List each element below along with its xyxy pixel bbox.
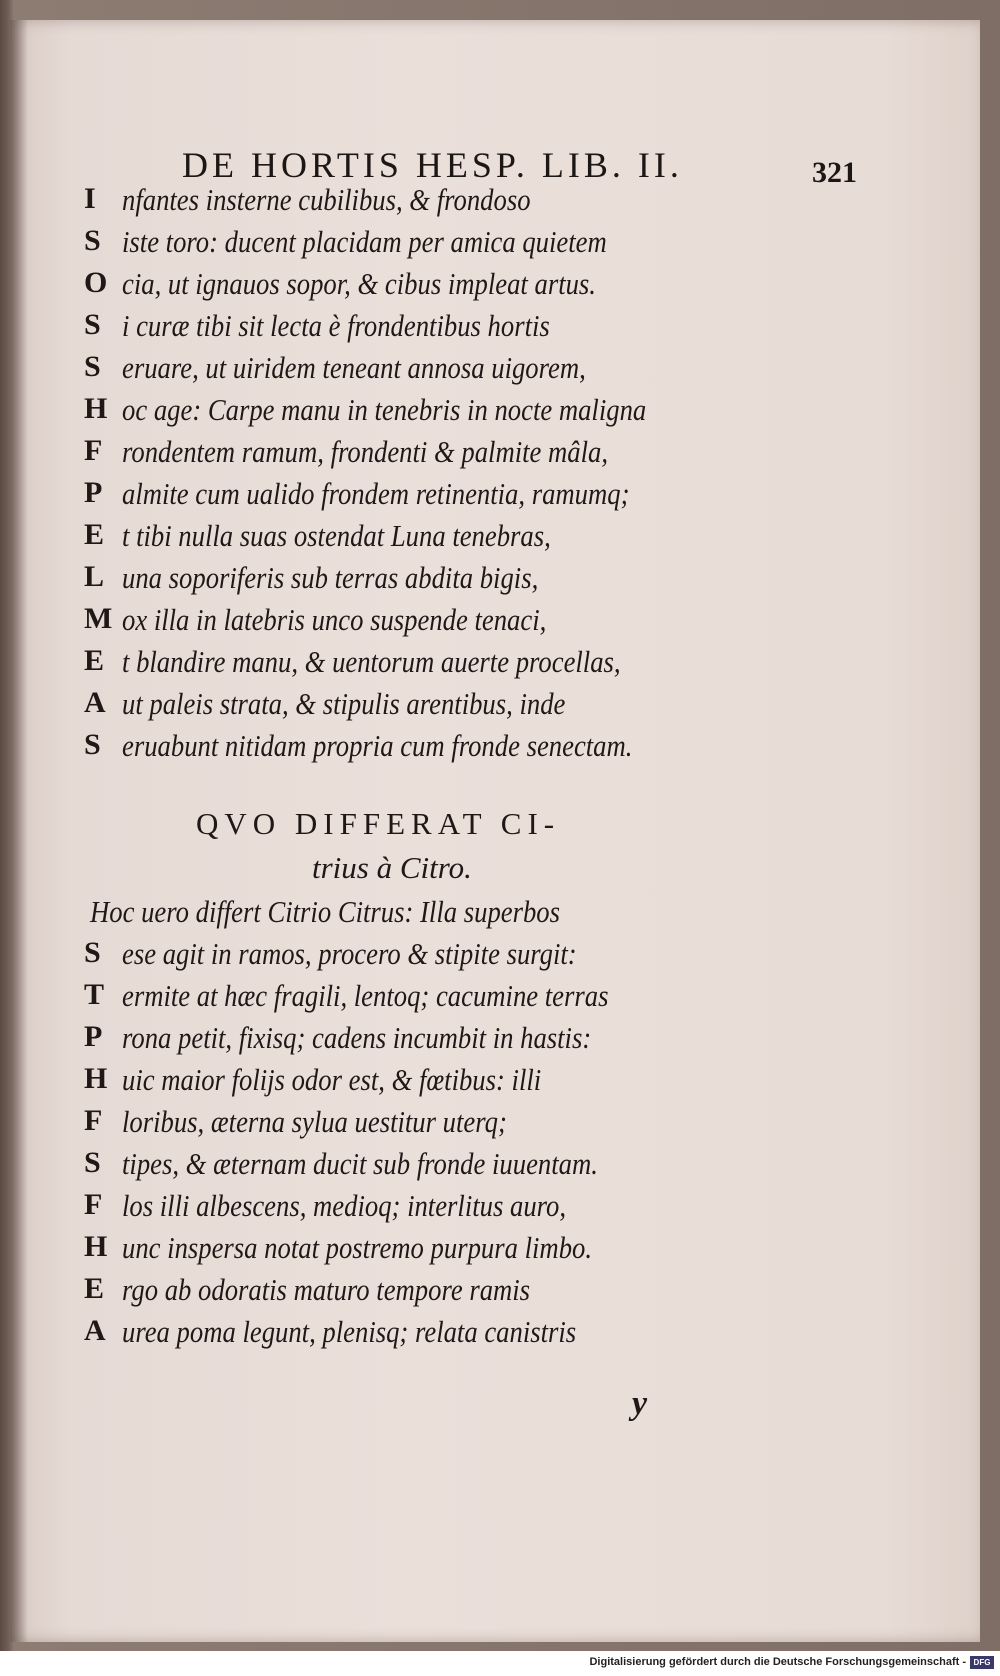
verse-text: oc age: Carpe manu in tenebris in nocte maligna: [122, 392, 647, 427]
verse-text: unc inspersa notat postremo purpura limbo.: [122, 1230, 593, 1265]
verse-text: ut paleis strata, & stipulis arentibus, inde: [122, 686, 566, 721]
verse-initial: E: [84, 518, 105, 551]
verse-initial: P: [84, 1020, 103, 1053]
verse-text: almite cum ualido frondem retinentia, ramumq;: [122, 476, 630, 511]
verse-text: iste toro: ducent placidam per amica quietem: [122, 224, 607, 259]
verse-text: ese agit in ramos, procero & stipite surgit:: [122, 936, 577, 971]
digitization-footer: [0, 1651, 1000, 1676]
verse-initial: H: [84, 392, 108, 425]
page-header: [170, 122, 970, 189]
verse-text: cia, ut ignauos sopor, & cibus impleat artus.: [122, 266, 596, 301]
funding-credit: Digitalisierung gefördert durch die Deutsche Forschungsgemeinschaft -: [589, 1656, 966, 1668]
verse-initial: F: [84, 434, 103, 467]
verse-text: eruabunt nitidam propria cum fronde senectam.: [122, 728, 633, 763]
page-number: 321: [812, 156, 857, 189]
verse-text: t tibi nulla suas ostendat Luna tenebras,: [122, 518, 551, 553]
verse-text: tipes, & æternam ducit sub fronde iuuentam.: [122, 1146, 598, 1181]
verse-initial: A: [84, 686, 106, 719]
catchword: y: [632, 1385, 648, 1422]
verse-initial: M: [84, 602, 113, 635]
verse-text: Hoc uero differt Citrio Citrus: Illa superbos: [90, 894, 561, 929]
verse-initial: S: [84, 224, 101, 257]
verse-text: loribus, æterna sylua uestitur uterq;: [122, 1104, 507, 1139]
verse-text: ox illa in latebris unco suspende tenaci,: [122, 602, 547, 637]
verse-initial: F: [84, 1104, 103, 1137]
verse-text: eruare, ut uiridem teneant annosa uigorem,: [122, 350, 586, 385]
verse-initial: E: [84, 1272, 105, 1305]
verse-initial: H: [84, 1230, 108, 1263]
verse-initial: A: [84, 1314, 106, 1347]
verse-text: t blandire manu, & uentorum auerte procellas,: [122, 644, 621, 679]
verse-text: rona petit, fixisq; cadens incumbit in hastis:: [122, 1020, 592, 1055]
verse-initial: P: [84, 476, 103, 509]
verse-initial: S: [84, 1146, 101, 1179]
dfg-logo-icon: DFG: [970, 1656, 994, 1669]
section-heading: QVO DIFFERAT CI-: [196, 806, 561, 841]
verse-text: una soporiferis sub terras abdita bigis,: [122, 560, 539, 595]
verse-initial: S: [84, 728, 101, 761]
book-page: [10, 20, 980, 1642]
verse-text: urea poma legunt, plenisq; relata canistris: [122, 1314, 577, 1349]
verse-text: uic maior folijs odor est, & fœtibus: illi: [122, 1062, 542, 1097]
verse-text: rgo ab odoratis maturo tempore ramis: [122, 1272, 531, 1307]
verse-initial: F: [84, 1188, 103, 1221]
verse-initial: T: [84, 978, 105, 1011]
verse-initial: E: [84, 644, 105, 677]
verse-initial: H: [84, 1062, 108, 1095]
verse-initial: I: [84, 182, 96, 215]
running-title: DE HORTIS HESP. LIB. II.: [182, 145, 683, 185]
verse-initial: O: [84, 266, 108, 299]
verse-initial: S: [84, 936, 101, 969]
verse-initial: S: [84, 350, 101, 383]
verse-text: rondentem ramum, frondenti & palmite mâla,: [122, 434, 609, 469]
verse-text: i curæ tibi sit lecta è frondentibus hortis: [122, 308, 550, 343]
verse-text: los illi albescens, medioq; interlitus auro,: [122, 1188, 567, 1223]
section-heading-continuation: trius à Citro.: [312, 850, 472, 885]
verse-initial: L: [84, 560, 105, 593]
verse-text: nfantes insterne cubilibus, & frondoso: [122, 182, 531, 217]
verse-initial: S: [84, 308, 101, 341]
verse-text: ermite at hæc fragili, lentoq; cacumine terras: [122, 978, 609, 1013]
